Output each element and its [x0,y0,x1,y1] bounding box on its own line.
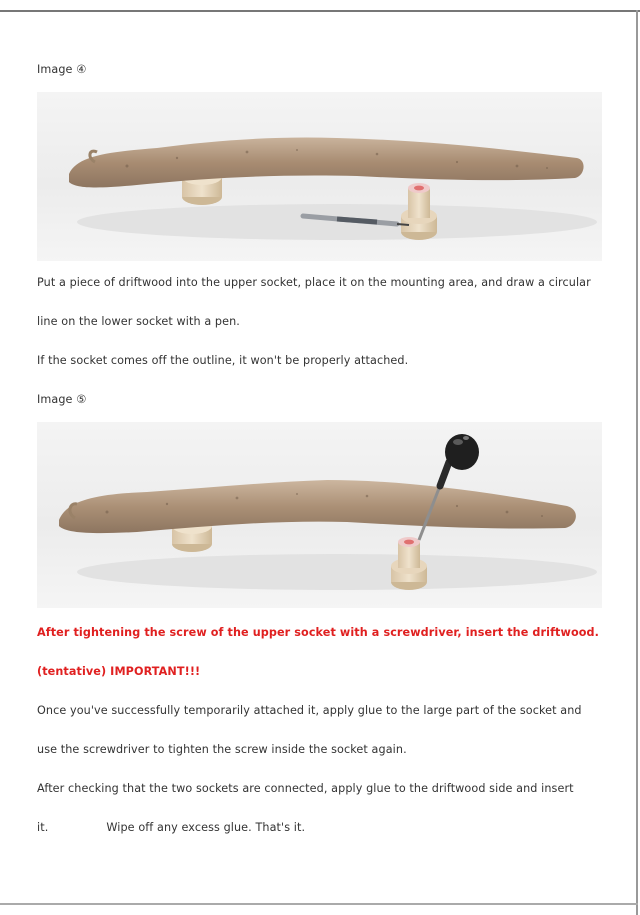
right-socket [391,537,427,590]
important-note: (tentative) IMPORTANT!!! [37,665,201,678]
image-4-photo [37,92,602,261]
paragraph: If the socket comes off the outline, it won't be properly attached. [37,354,409,367]
driftwood-pen-photo [37,92,602,261]
page-bottom-border [0,903,638,905]
paragraph: line on the lower socket with a pen. [37,315,240,328]
important-note: After tightening the screw of the upper socket with a screwdriver, insert the driftwood. [37,626,599,639]
paragraph: Put a piece of driftwood into the upper socket, place it on the mounting area, and draw a circular [37,276,591,289]
paragraph: After checking that the two sockets are connected, apply glue to the driftwood side and insert [37,782,574,795]
paragraph: use the screwdriver to tighten the screw inside the socket again. [37,743,407,756]
paragraph: Once you've successfully temporarily attached it, apply glue to the large part of the socket and [37,704,582,717]
page-top-border [0,0,640,12]
page-right-border [636,10,638,915]
paragraph-fragment: it. [37,821,49,834]
image-5-caption: Image ⑤ [37,393,87,406]
image-5-photo [37,422,602,608]
paragraph [37,820,602,836]
driftwood-screwdriver-photo [37,422,602,608]
right-socket [401,183,437,240]
image-4-caption: Image ④ [37,63,87,76]
paragraph-fragment: Wipe off any excess glue. That's it. [106,821,306,834]
